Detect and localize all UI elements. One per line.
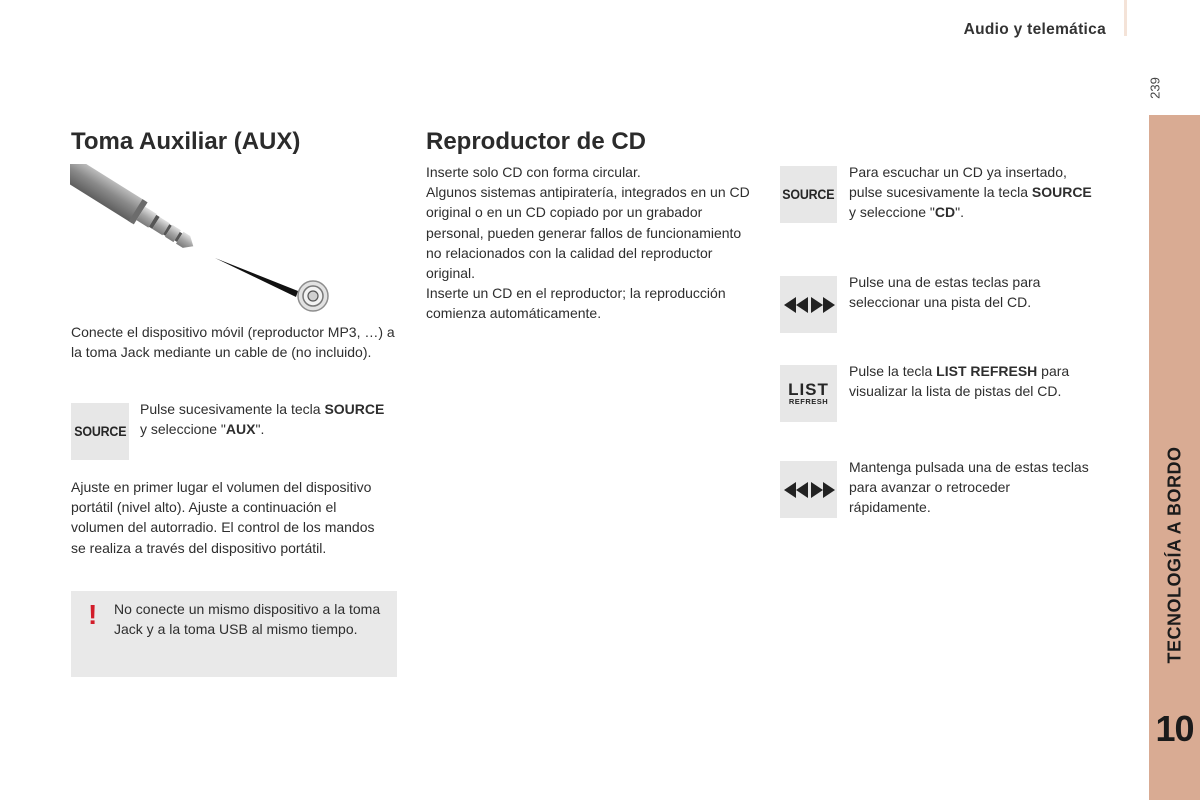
fast-seek-keys bbox=[780, 461, 837, 518]
aux-press-source-text: Pulse sucesivamente la tecla SOURCE y seleccione "AUX". bbox=[140, 401, 385, 438]
cd-track-text: Pulse una de estas teclas para seleccionar una pista del CD. bbox=[849, 274, 1041, 311]
cd-intro-text: Inserte solo CD con forma circular. Algunos sistemas antipiratería, integrados en un CD original o en un CD copiado por un grabador personal, pueden generar fallos de funcionamiento no relacionados con la calidad del reproductor original. Inserte un CD en el reproductor; la reproducción comienza automáticamente. bbox=[426, 164, 750, 322]
aux-section-title: Toma Auxiliar (AUX) bbox=[71, 128, 301, 155]
warning-text: No conecte un mismo dispositivo a la toma Jack y a la toma USB al mismo tiempo. bbox=[114, 601, 381, 638]
aux-volume-text: Ajuste en primer lugar el volumen del dispositivo portátil (nivel alto). Ajuste a continuación el volumen del autorradio. El control de los mandos se realiza a través del dispositivo portátil. bbox=[71, 479, 375, 556]
list-refresh-key: LIST REFRESH bbox=[780, 365, 837, 422]
chapter-tab-label: TECNOLOGÍA A BORDO bbox=[1164, 446, 1184, 664]
warning-icon: ! bbox=[88, 599, 98, 630]
warning-box bbox=[71, 591, 397, 677]
source-key: SOURCE bbox=[71, 403, 129, 460]
track-seek-keys bbox=[780, 276, 837, 333]
cd-list-refresh-text: Pulse la tecla LIST REFRESH para visualizar la lista de pistas del CD. bbox=[849, 363, 1070, 400]
aux-connect-text: Conecte el dispositivo móvil (reproductor MP3, …) a la toma Jack mediante un cable de (no incluido). bbox=[71, 324, 395, 361]
header-divider bbox=[1124, 0, 1127, 36]
jack-plug-illustration bbox=[70, 164, 334, 316]
rewind-forward-icon bbox=[783, 295, 835, 315]
source-key-cd: SOURCE bbox=[780, 166, 837, 223]
page-number: 239 bbox=[1147, 77, 1163, 99]
chapter-number: 10 bbox=[1155, 708, 1194, 749]
section-title: Audio y telemática bbox=[963, 21, 1106, 38]
cd-listen-text: Para escuchar un CD ya insertado, pulse sucesivamente la tecla SOURCE y seleccione "CD". bbox=[849, 164, 1092, 221]
cd-hold-text: Mantenga pulsada una de estas teclas para avanzar o retroceder rápidamente. bbox=[849, 459, 1089, 516]
rewind-forward-icon bbox=[783, 480, 835, 500]
cd-section-title: Reproductor de CD bbox=[426, 128, 647, 155]
